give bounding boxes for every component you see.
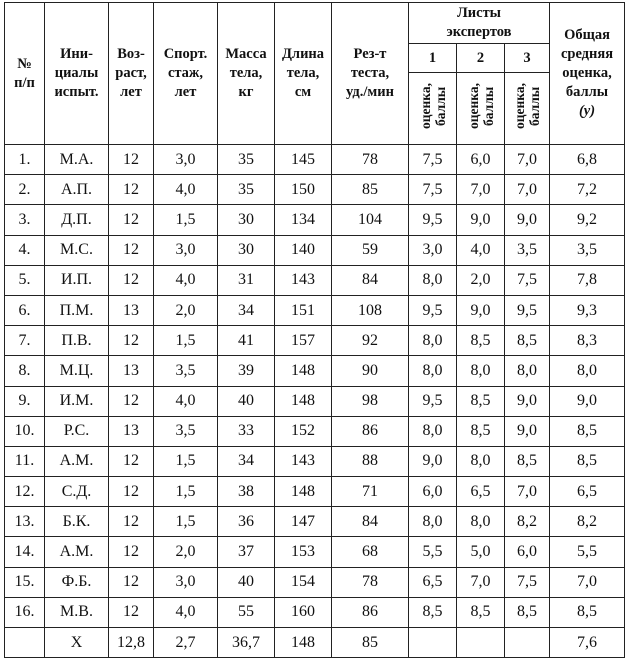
cell-expert-1-score: 8,0 xyxy=(409,326,457,356)
cell-row-number: 4. xyxy=(5,235,45,265)
cell-body-mass: 40 xyxy=(218,567,275,597)
cell-sport-experience: 1,5 xyxy=(154,326,218,356)
cell-body-mass: 34 xyxy=(218,446,275,476)
cell-expert-1-score: 7,5 xyxy=(409,145,457,175)
cell-initials: А.П. xyxy=(45,175,109,205)
cell-body-length: 145 xyxy=(275,145,332,175)
cell-overall-score: 7,0 xyxy=(550,567,625,597)
cell-row-number: 10. xyxy=(5,416,45,446)
cell-body-mass: 33 xyxy=(218,416,275,446)
cell-sport-experience: 4,0 xyxy=(154,265,218,295)
cell-overall-score: 8,5 xyxy=(550,416,625,446)
mean-expert-2-score xyxy=(457,628,505,658)
cell-expert-2-score: 8,0 xyxy=(457,507,505,537)
cell-expert-1-score: 3,0 xyxy=(409,235,457,265)
cell-row-number: 3. xyxy=(5,205,45,235)
cell-expert-2-score: 2,0 xyxy=(457,265,505,295)
cell-test-result: 84 xyxy=(332,507,409,537)
cell-body-length: 140 xyxy=(275,235,332,265)
cell-sport-experience: 3,0 xyxy=(154,235,218,265)
table-row xyxy=(5,597,625,627)
cell-test-result: 78 xyxy=(332,145,409,175)
cell-body-length: 154 xyxy=(275,567,332,597)
cell-expert-3-score: 8,0 xyxy=(505,356,550,386)
cell-row-number: 16. xyxy=(5,597,45,627)
cell-row-number: 8. xyxy=(5,356,45,386)
cell-sport-experience: 4,0 xyxy=(154,175,218,205)
cell-sport-experience: 1,5 xyxy=(154,205,218,235)
cell-expert-3-score: 7,0 xyxy=(505,175,550,205)
cell-expert-1-score: 9,5 xyxy=(409,205,457,235)
cell-sport-experience: 1,5 xyxy=(154,477,218,507)
cell-age: 13 xyxy=(109,295,154,325)
cell-body-length: 143 xyxy=(275,446,332,476)
cell-test-result: 68 xyxy=(332,537,409,567)
mean-expert-1-score xyxy=(409,628,457,658)
cell-age: 12 xyxy=(109,265,154,295)
table-row xyxy=(5,145,625,175)
header-expert-1: 1 xyxy=(409,44,457,73)
cell-test-result: 104 xyxy=(332,205,409,235)
table-row xyxy=(5,175,625,205)
cell-overall-score: 8,3 xyxy=(550,326,625,356)
cell-initials: М.В. xyxy=(45,597,109,627)
cell-overall-score: 3,5 xyxy=(550,235,625,265)
cell-expert-2-score: 9,0 xyxy=(457,295,505,325)
cell-body-mass: 30 xyxy=(218,235,275,265)
cell-expert-1-score: 9,0 xyxy=(409,446,457,476)
header-initials: Ини- циалы испыт. xyxy=(45,3,109,145)
cell-body-mass: 36 xyxy=(218,507,275,537)
cell-body-mass: 34 xyxy=(218,295,275,325)
cell-body-mass: 39 xyxy=(218,356,275,386)
cell-test-result: 86 xyxy=(332,416,409,446)
cell-expert-2-score: 8,0 xyxy=(457,446,505,476)
cell-age: 12 xyxy=(109,567,154,597)
cell-age: 12 xyxy=(109,446,154,476)
cell-body-length: 148 xyxy=(275,356,332,386)
cell-expert-3-score: 9,0 xyxy=(505,416,550,446)
cell-expert-3-score: 8,5 xyxy=(505,326,550,356)
cell-row-number: 15. xyxy=(5,567,45,597)
results-table xyxy=(4,2,625,658)
cell-expert-1-score: 8,0 xyxy=(409,356,457,386)
cell-expert-1-score: 8,0 xyxy=(409,265,457,295)
cell-body-length: 157 xyxy=(275,326,332,356)
cell-body-mass: 55 xyxy=(218,597,275,627)
cell-body-length: 143 xyxy=(275,265,332,295)
table-row xyxy=(5,295,625,325)
table-row xyxy=(5,386,625,416)
mean-initials: X xyxy=(45,628,109,658)
cell-test-result: 88 xyxy=(332,446,409,476)
cell-row-number: 12. xyxy=(5,477,45,507)
cell-body-mass: 38 xyxy=(218,477,275,507)
cell-sport-experience: 2,0 xyxy=(154,295,218,325)
cell-sport-experience: 2,0 xyxy=(154,537,218,567)
cell-body-mass: 40 xyxy=(218,386,275,416)
cell-expert-2-score: 8,5 xyxy=(457,386,505,416)
cell-body-length: 150 xyxy=(275,175,332,205)
mean-overall-score: 7,6 xyxy=(550,628,625,658)
cell-age: 12 xyxy=(109,477,154,507)
cell-body-length: 151 xyxy=(275,295,332,325)
cell-expert-3-score: 6,0 xyxy=(505,537,550,567)
cell-initials: М.А. xyxy=(45,145,109,175)
cell-body-mass: 37 xyxy=(218,537,275,567)
cell-age: 12 xyxy=(109,175,154,205)
mean-test-result: 85 xyxy=(332,628,409,658)
header-test-result: Рез-т теста, уд./мин xyxy=(332,3,409,145)
cell-overall-score: 9,0 xyxy=(550,386,625,416)
table-row xyxy=(5,265,625,295)
cell-sport-experience: 3,0 xyxy=(154,567,218,597)
cell-sport-experience: 4,0 xyxy=(154,597,218,627)
cell-expert-2-score: 5,0 xyxy=(457,537,505,567)
table-row xyxy=(5,567,625,597)
table-body xyxy=(5,145,625,658)
cell-test-result: 92 xyxy=(332,326,409,356)
header-body-mass: Масса тела, кг xyxy=(218,3,275,145)
table-row xyxy=(5,477,625,507)
cell-initials: П.М. xyxy=(45,295,109,325)
cell-initials: Б.К. xyxy=(45,507,109,537)
table-row xyxy=(5,356,625,386)
cell-test-result: 78 xyxy=(332,567,409,597)
cell-row-number: 11. xyxy=(5,446,45,476)
header-sport-experience: Спорт. стаж, лет xyxy=(154,3,218,145)
cell-overall-score: 6,8 xyxy=(550,145,625,175)
header-age: Воз- раст, лет xyxy=(109,3,154,145)
cell-expert-2-score: 6,5 xyxy=(457,477,505,507)
mean-expert-3-score xyxy=(505,628,550,658)
header-number: № п/п xyxy=(5,3,45,145)
cell-expert-1-score: 9,5 xyxy=(409,295,457,325)
cell-sport-experience: 1,5 xyxy=(154,446,218,476)
cell-age: 13 xyxy=(109,416,154,446)
cell-row-number: 13. xyxy=(5,507,45,537)
mean-age: 12,8 xyxy=(109,628,154,658)
header-expert-3-score: оценка, баллы xyxy=(505,73,550,145)
cell-body-length: 152 xyxy=(275,416,332,446)
cell-overall-score: 8,0 xyxy=(550,356,625,386)
cell-expert-3-score: 9,5 xyxy=(505,295,550,325)
cell-expert-1-score: 8,0 xyxy=(409,507,457,537)
cell-expert-3-score: 8,5 xyxy=(505,597,550,627)
table-row xyxy=(5,235,625,265)
cell-age: 12 xyxy=(109,537,154,567)
cell-expert-3-score: 9,0 xyxy=(505,205,550,235)
cell-age: 12 xyxy=(109,386,154,416)
cell-expert-3-score: 7,0 xyxy=(505,477,550,507)
cell-overall-score: 5,5 xyxy=(550,537,625,567)
cell-test-result: 84 xyxy=(332,265,409,295)
cell-expert-1-score: 6,5 xyxy=(409,567,457,597)
cell-sport-experience: 3,5 xyxy=(154,416,218,446)
cell-body-length: 148 xyxy=(275,477,332,507)
cell-sport-experience: 4,0 xyxy=(154,386,218,416)
cell-initials: М.С. xyxy=(45,235,109,265)
cell-initials: А.М. xyxy=(45,537,109,567)
header-expert-sheets: Листы экспертов xyxy=(409,3,550,44)
cell-sport-experience: 3,0 xyxy=(154,145,218,175)
cell-overall-score: 8,5 xyxy=(550,597,625,627)
cell-initials: Р.С. xyxy=(45,416,109,446)
cell-overall-score: 7,2 xyxy=(550,175,625,205)
header-expert-3: 3 xyxy=(505,44,550,73)
cell-expert-3-score: 8,5 xyxy=(505,446,550,476)
cell-overall-score: 6,5 xyxy=(550,477,625,507)
cell-overall-score: 8,2 xyxy=(550,507,625,537)
cell-age: 12 xyxy=(109,145,154,175)
cell-overall-score: 7,8 xyxy=(550,265,625,295)
cell-expert-2-score: 8,5 xyxy=(457,416,505,446)
cell-expert-2-score: 7,0 xyxy=(457,567,505,597)
cell-age: 13 xyxy=(109,356,154,386)
cell-body-length: 160 xyxy=(275,597,332,627)
cell-body-mass: 30 xyxy=(218,205,275,235)
cell-initials: М.Ц. xyxy=(45,356,109,386)
table-row xyxy=(5,205,625,235)
cell-body-length: 134 xyxy=(275,205,332,235)
cell-expert-1-score: 8,5 xyxy=(409,597,457,627)
cell-sport-experience: 1,5 xyxy=(154,507,218,537)
cell-test-result: 90 xyxy=(332,356,409,386)
cell-test-result: 85 xyxy=(332,175,409,205)
cell-overall-score: 9,2 xyxy=(550,205,625,235)
cell-row-number: 7. xyxy=(5,326,45,356)
cell-expert-3-score: 9,0 xyxy=(505,386,550,416)
table-header xyxy=(5,3,625,145)
cell-expert-1-score: 7,5 xyxy=(409,175,457,205)
cell-initials: Ф.Б. xyxy=(45,567,109,597)
cell-age: 12 xyxy=(109,235,154,265)
cell-expert-3-score: 3,5 xyxy=(505,235,550,265)
cell-body-length: 148 xyxy=(275,386,332,416)
cell-body-length: 153 xyxy=(275,537,332,567)
cell-initials: А.М. xyxy=(45,446,109,476)
cell-row-number: 6. xyxy=(5,295,45,325)
cell-test-result: 108 xyxy=(332,295,409,325)
cell-row-number: 9. xyxy=(5,386,45,416)
cell-initials: И.П. xyxy=(45,265,109,295)
table-row xyxy=(5,416,625,446)
cell-expert-1-score: 5,5 xyxy=(409,537,457,567)
cell-initials: П.В. xyxy=(45,326,109,356)
mean-body-length: 148 xyxy=(275,628,332,658)
table-row xyxy=(5,446,625,476)
header-expert-2: 2 xyxy=(457,44,505,73)
cell-expert-2-score: 8,0 xyxy=(457,356,505,386)
cell-test-result: 86 xyxy=(332,597,409,627)
cell-expert-1-score: 8,0 xyxy=(409,416,457,446)
cell-sport-experience: 3,5 xyxy=(154,356,218,386)
cell-expert-2-score: 4,0 xyxy=(457,235,505,265)
cell-expert-3-score: 8,2 xyxy=(505,507,550,537)
cell-age: 12 xyxy=(109,326,154,356)
cell-body-mass: 35 xyxy=(218,175,275,205)
cell-body-mass: 41 xyxy=(218,326,275,356)
cell-expert-2-score: 8,5 xyxy=(457,597,505,627)
cell-expert-1-score: 9,5 xyxy=(409,386,457,416)
cell-expert-3-score: 7,5 xyxy=(505,265,550,295)
header-expert-2-score: оценка, баллы xyxy=(457,73,505,145)
cell-expert-3-score: 7,5 xyxy=(505,567,550,597)
cell-test-result: 59 xyxy=(332,235,409,265)
cell-initials: И.М. xyxy=(45,386,109,416)
cell-age: 12 xyxy=(109,507,154,537)
table-row xyxy=(5,326,625,356)
cell-row-number: 2. xyxy=(5,175,45,205)
cell-expert-2-score: 7,0 xyxy=(457,175,505,205)
cell-body-mass: 31 xyxy=(218,265,275,295)
cell-expert-1-score: 6,0 xyxy=(409,477,457,507)
mean-row xyxy=(5,628,625,658)
cell-test-result: 71 xyxy=(332,477,409,507)
cell-expert-2-score: 6,0 xyxy=(457,145,505,175)
cell-expert-2-score: 8,5 xyxy=(457,326,505,356)
cell-age: 12 xyxy=(109,205,154,235)
cell-initials: С.Д. xyxy=(45,477,109,507)
cell-body-mass: 35 xyxy=(218,145,275,175)
header-overall-variable: (y) xyxy=(578,103,596,119)
cell-overall-score: 9,3 xyxy=(550,295,625,325)
cell-test-result: 98 xyxy=(332,386,409,416)
table-row xyxy=(5,537,625,567)
cell-initials: Д.П. xyxy=(45,205,109,235)
header-overall-score: Общая средняя оценка, баллы (y) xyxy=(550,3,625,145)
cell-body-length: 147 xyxy=(275,507,332,537)
cell-row-number: 1. xyxy=(5,145,45,175)
header-expert-1-score: оценка, баллы xyxy=(409,73,457,145)
cell-row-number: 5. xyxy=(5,265,45,295)
mean-row-number xyxy=(5,628,45,658)
mean-sport-experience: 2,7 xyxy=(154,628,218,658)
cell-age: 12 xyxy=(109,597,154,627)
table-row xyxy=(5,507,625,537)
mean-body-mass: 36,7 xyxy=(218,628,275,658)
cell-expert-3-score: 7,0 xyxy=(505,145,550,175)
cell-expert-2-score: 9,0 xyxy=(457,205,505,235)
cell-row-number: 14. xyxy=(5,537,45,567)
header-body-length: Длина тела, см xyxy=(275,3,332,145)
cell-overall-score: 8,5 xyxy=(550,446,625,476)
